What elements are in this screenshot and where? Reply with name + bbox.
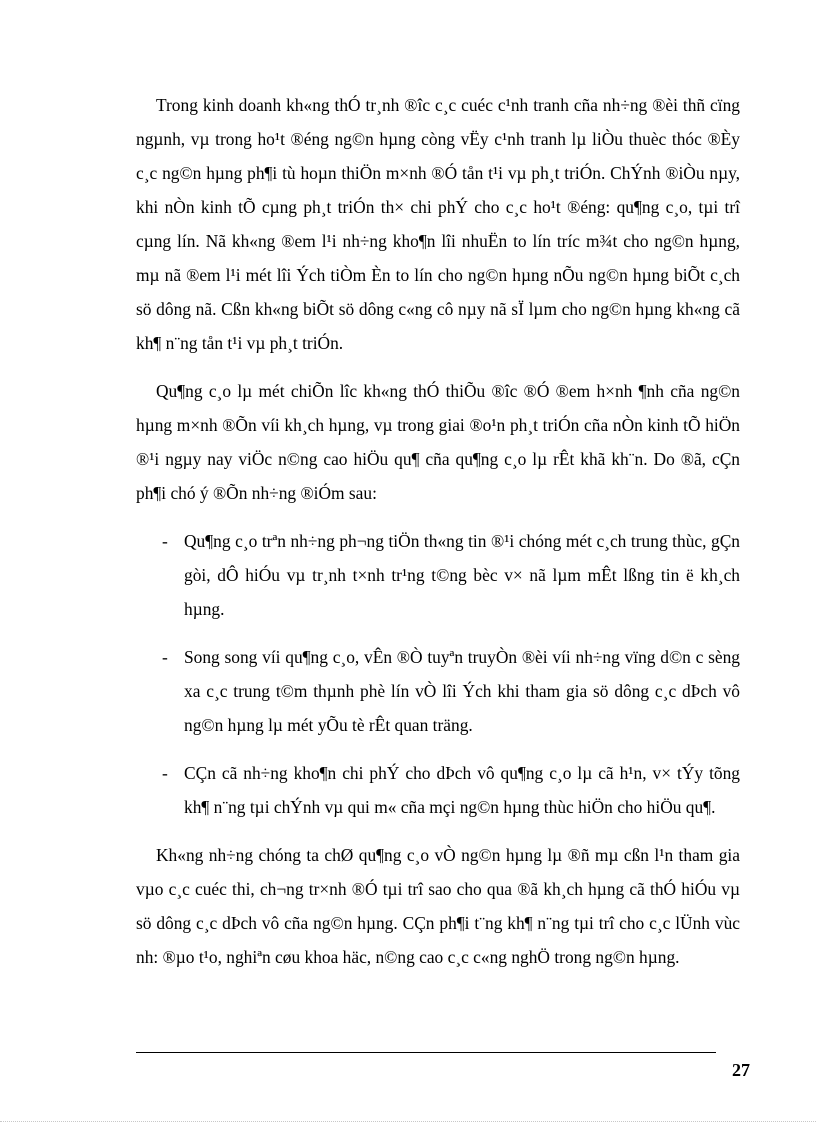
paragraph-competition: Trong kinh doanh kh«ng thÓ tr¸nh ®îc c¸c cuéc c¹nh tranh cña nh÷ng ®èi thñ cïng ngµnh, vµ trong ho¹t ®éng ng©n hµng còng vËy c¹nh tranh lµ liÒu thuèc thóc ®Èy c¸c ng©n hµng ph¶i tù hoµn thiÖn m×nh ®Ó tån t¹i vµ ph¸t triÓn. ChÝnh ®iÒu nµy, khi nÒn kinh tÕ cµng ph¸t triÓn th× chi phÝ cho c¸c ho¹t ®éng: qu¶ng c¸o, tµi trî cµng lín. Nã kh«ng ®em l¹i nh÷ng kho¶n lîi nhuËn to lín tríc m¾t cho ng©n hµng, mµ nã ®em l¹i mét lîi Ých tiÒm Èn to lín cho ng©n hµng nÕu ng©n hµng biÕt c¸ch sö dông nã. Cßn kh«ng biÕt sö dông c«ng cô nµy nã sÏ lµm cho ng©n hµng kh«ng cã kh¶ n¨ng tån t¹i vµ ph¸t triÓn. xyxy=(136,95,740,353)
paragraph-advertising-strategy: Qu¶ng c¸o lµ mét chiÕn lîc kh«ng thÓ thiÕu ®îc ®Ó ®em h×nh ¶nh cña ng©n hµng m×nh ®Õn víi kh¸ch hµng, vµ trong giai ®o¹n ph¸t triÓn cña nÒn kinh tÕ hiÖn ®¹i ngµy nay viÖc n©ng cao hiÖu qu¶ cña qu¶ng c¸o lµ rÊt khã kh¨n. Do ®ã, cÇn ph¶i chó ý ®Õn nh÷ng ®iÓm sau: xyxy=(136,381,740,503)
bullet-item xyxy=(136,640,740,742)
paragraph-sponsorship: Kh«ng nh÷ng chóng ta chØ qu¶ng c¸o vÒ ng©n hµng lµ ®ñ mµ cßn l¹n tham gia vµo c¸c cuéc thi, ch¬ng tr×nh ®Ó tµi trî sao cho qua ®ã kh¸ch hµng cã thÓ hiÓu vµ sö dông c¸c dÞch vô cña ng©n hµng. CÇn ph¶i t¨ng kh¶ n¨ng tµi trî cho c¸c lÜnh vùc nh: ®µo t¹o, nghiªn cøu khoa häc, n©ng cao c¸c c«ng nghÖ trong ng©n hµng. xyxy=(136,845,740,967)
bullet-item xyxy=(136,524,740,626)
bullet-marker: - xyxy=(162,763,168,783)
document-body xyxy=(136,88,740,988)
bullet-text: Qu¶ng c¸o trªn nh÷ng ph¬ng tiÖn th«ng tin ®¹i chóng mét c¸ch trung thùc, gÇn gòi, dÔ hiÓu vµ tr¸nh t×nh tr¹ng t©ng bèc v× nã lµm mÊt lßng tin ë kh¸ch hµng. xyxy=(184,531,740,619)
page-bottom-border xyxy=(0,1121,816,1122)
bullet-marker: - xyxy=(162,647,168,667)
bullet-item xyxy=(136,756,740,824)
bullet-text: CÇn cã nh÷ng kho¶n chi phÝ cho dÞch vô qu¶ng c¸o lµ cã h¹n, v× tÝy tõng kh¶ n¨ng tµi chÝnh vµ qui m« cña mçi ng©n hµng thùc hiÖn cho hiÖu qu¶. xyxy=(184,763,740,817)
bullet-text: Song song víi qu¶ng c¸o, vÊn ®Ò tuyªn truyÒn ®èi víi nh÷ng vïng d©n c sèng xa c¸c trung t©m thµnh phè lín vÒ lîi Ých khi tham gia sö dông c¸c dÞch vô ng©n hµng lµ mét yÕu tè rÊt quan träng. xyxy=(184,647,740,735)
page-number: 27 xyxy=(732,1060,750,1080)
bullet-marker: - xyxy=(162,531,168,551)
footer-rule xyxy=(136,1052,716,1053)
